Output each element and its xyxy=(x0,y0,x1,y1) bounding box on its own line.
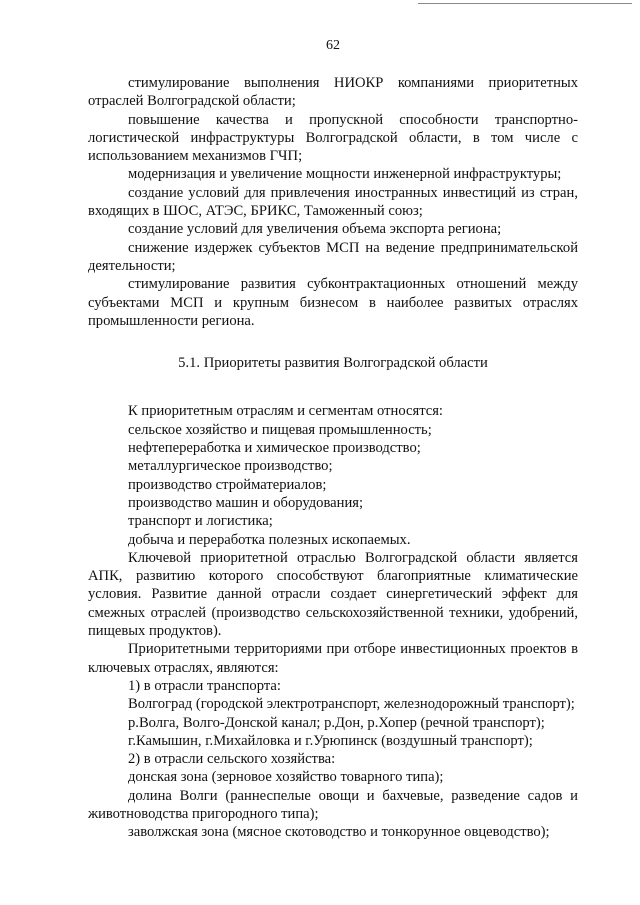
top-edge-rule xyxy=(418,3,632,4)
paragraph: создание условий для привлечения иностранных инвестиций из стран, входящих в ШОС, АТЭС, БРИКС, Таможенный союз; xyxy=(88,184,578,220)
list-item: донская зона (зерновое хозяйство товарного типа); xyxy=(128,769,444,786)
list-item: сельское хозяйство и пищевая промышленность; xyxy=(128,421,432,438)
list-item: производство машин и оборудования; xyxy=(128,494,364,511)
list-item: металлургическое производство; xyxy=(128,458,333,475)
paragraph: стимулирование развития субконтрактационных отношений между субъектами МСП и крупным бизнесом в наиболее развитых отраслях промышленности региона. xyxy=(88,276,578,329)
list-item: транспорт и логистика; xyxy=(128,513,273,530)
list-item: г.Камышин, г.Михайловка и г.Урюпинск (воздушный транспорт); xyxy=(128,732,533,749)
list-item: нефтепереработка и химическое производство; xyxy=(128,440,421,457)
list-item: заволжская зона (мясное скотоводство и тонкорунное овцеводство); xyxy=(128,824,550,841)
page-body xyxy=(88,74,578,842)
list-item: долина Волги (раннеспелые овощи и бахчевые, разведение садов и животноводства пригородного типа); xyxy=(88,787,578,822)
section-heading: 5.1. Приоритеты развития Волгоградской области xyxy=(178,355,488,372)
page-number: 62 xyxy=(326,38,340,53)
list-item: Волгоград (городской электротранспорт, железнодорожный транспорт); xyxy=(128,696,575,713)
paragraph: Приоритетными территориями при отборе инвестиционных проектов в ключевых отраслях, являются: xyxy=(88,641,578,676)
paragraph: снижение издержек субъектов МСП на ведение предпринимательской деятельности; xyxy=(88,239,578,274)
list-item: р.Волга, Волго-Донской канал; р.Дон, р.Хопер (речной транспорт); xyxy=(128,714,545,731)
paragraph: Ключевой приоритетной отраслью Волгоградской области является АПК, развитию которого способствуют благоприятные климатические условия. Развитие данной отрасли создает синергетический эффект для смежных отраслей (производство сельскохозяйственной техники, удобрений, пищевых продуктов). xyxy=(88,549,578,640)
list-item: добыча и переработка полезных ископаемых. xyxy=(128,531,411,548)
paragraph: создание условий для увеличения объема экспорта региона; xyxy=(128,221,502,238)
paragraph: стимулирование выполнения НИОКР компаниями приоритетных отраслей Волгоградской области; xyxy=(88,75,578,110)
paragraph: К приоритетным отраслям и сегментам относятся: xyxy=(128,403,443,420)
list-item: 2) в отрасли сельского хозяйства: xyxy=(128,751,336,768)
paragraph: повышение качества и пропускной способности транспортно-логистической инфраструктуры Волгоградской области, в том числе с использованием механизмов ГЧП; xyxy=(88,111,578,165)
list-item: производство стройматериалов; xyxy=(128,476,327,493)
list-item: 1) в отрасли транспорта: xyxy=(128,677,281,694)
paragraph: модернизация и увеличение мощности инженерной инфраструктуры; xyxy=(128,166,562,183)
